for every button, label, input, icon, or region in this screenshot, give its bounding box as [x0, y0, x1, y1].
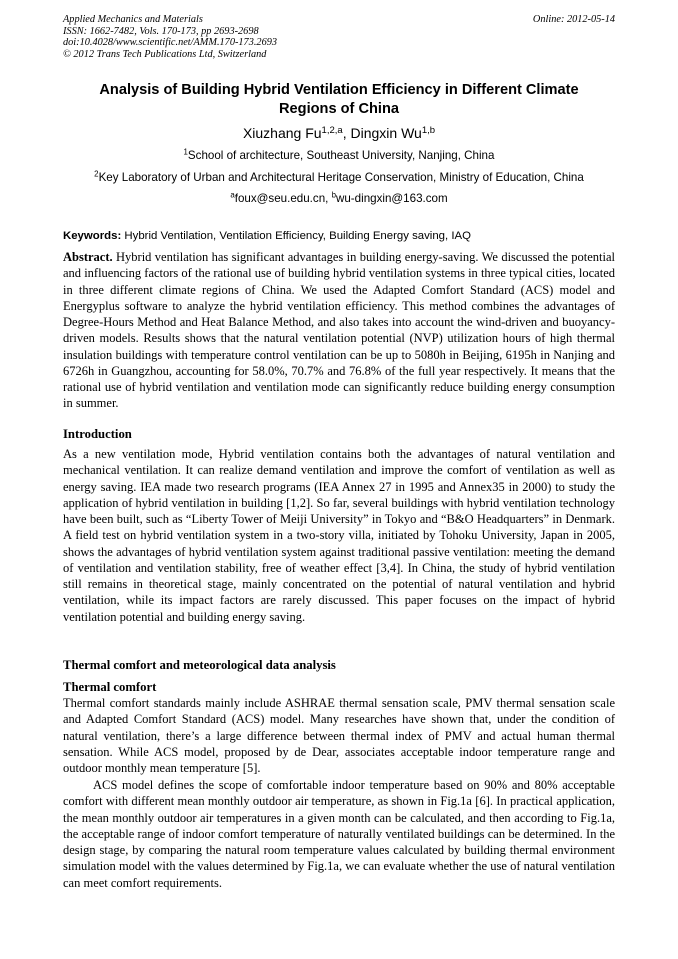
issn-line: ISSN: 1662-7482, Vols. 170-173, pp 2693-2698	[63, 25, 259, 37]
abstract-label: Abstract.	[63, 250, 113, 264]
email-address: wu-dingxin@163.com	[335, 192, 448, 205]
online-date: Online: 2012-05-14	[532, 14, 615, 25]
thermal-comfort-paragraph-1: Thermal comfort standards mainly include ASHRAE thermal sensation scale, PMV thermal sensation scale and Adapted Comfort Standard (ACS) model. Many researches have shown that, under the condition of natural ventilation, there’s a large difference between thermal index of PMV and actual human thermal sensation. While ACS model, proposed by de Dear, associates acceptable indoor temperature range and outdoor monthly mean temperature [5].	[63, 696, 615, 775]
journal-name: Applied Mechanics and Materials	[63, 14, 203, 25]
paper-title	[63, 81, 615, 118]
author-superscript: 1,b	[421, 124, 436, 136]
affiliation-text: Key Laboratory of Urban and Architectural Heritage Conservation, Ministry of Education, China	[98, 171, 584, 184]
abstract-text: Hybrid ventilation has significant advantages in building energy-saving. We discussed the potential and influencing factors of the rational use of building hybrid ventilation systems in three typical cities, located in three different climate regions of China. We used the Adapted Comfort Standard (ACS) model and Energyplus software to analyze the hybrid ventilation efficiency. This method combines the advantages of Degree-Hours Method and Heat Balance Method, and also takes into account the wind-driven and buoyancy-driven models. Results shows that the natural ventilation potential (NVP) utilization hours of high thermal insulation buildings with temperature control ventilation can be up to 5080h in Beijing, 6195h in Nanjing and 6726h in Guangzhou, accounting for 58.0%, 70.7% and 76.8% of the full year respectively. It means that the rational use of hybrid ventilation and ventilation mode can significantly reduce building energy consumption in summer.	[63, 250, 615, 411]
affiliation-marker: 2	[94, 169, 99, 179]
subsection-heading-thermal-comfort: Thermal comfort	[63, 680, 157, 694]
affiliation-2	[63, 171, 615, 185]
title-line-2: Regions of China	[279, 100, 399, 117]
section-heading-introduction: Introduction	[63, 427, 132, 441]
keywords-line	[63, 229, 615, 243]
doi-line: doi:10.4028/www.scientific.net/AMM.170-173.2693	[63, 37, 278, 49]
keywords-text: Hybrid Ventilation, Ventilation Efficiency, Building Energy saving, IAQ	[121, 230, 471, 242]
email-line	[63, 192, 615, 206]
journal-header	[63, 14, 615, 60]
email-address: foux@seu.edu.cn,	[234, 192, 332, 205]
author-name: Dingxin Wu	[350, 125, 422, 141]
introduction-paragraph: As a new ventilation mode, Hybrid ventilation contains both the advantages of natural ventilation and mechanical ventilation. It can realize demand ventilation and improve the comfort of ventilation as well as energy saving. IEA made two research programs (IEA Annex 27 in 1995 and Annex35 in 2000) to study the application of hybrid ventilation in building [1,2]. So far, several buildings with hybrid ventilation technology have been built, such as “Liberty Tower of Meiji University” in Tokyo and “B&O Headquarters” in Denmark. A field test on hybrid ventilation system in a two-story villa, initiated by Tohoku University, Japan in 2005, shows the advantages of hybrid ventilation system against traditional passive ventilation: meeting the demand of ventilation and ventilation stability, free of weather effect [3,4]. In China, the study of hybrid ventilation still remains in theoretical stage, mainly concentrated on the potential of natural ventilation and hybrid ventilation, while its impact factors are rarely discussed. This paper focuses on the impact of hybrid ventilation potential and building energy saving.	[63, 447, 615, 624]
title-line-1: Analysis of Building Hybrid Ventilation Efficiency in Different Climate	[99, 82, 579, 98]
author-superscript: 1,2,a	[321, 124, 343, 136]
affiliation-marker: 1	[183, 147, 188, 157]
thermal-comfort-paragraph-2: ACS model defines the scope of comfortable indoor temperature based on 90% and 80% acceptable comfort with different mean monthly outdoor air temperature, as shown in Fig.1a [6]. In practical application, the mean monthly outdoor air temperatures in a given month can be calculated, and then according to Fig.1a, the acceptable range of indoor comfort temperature of naturally ventilated buildings can be determined. In the design stage, by comparing the natural room temperature values calculated by building thermal environment simulation model with the values determined by Fig.1a, we can evaluate whether the use of natural ventilation can meet comfort requirements.	[63, 778, 615, 890]
abstract-paragraph	[63, 249, 615, 412]
email-marker: a	[230, 190, 235, 200]
author-separator: ,	[342, 125, 351, 141]
author-line	[63, 124, 615, 142]
section-heading-thermal-comfort-meteorological: Thermal comfort and meteorological data analysis	[63, 658, 336, 672]
affiliation-text: School of architecture, Southeast University, Nanjing, China	[187, 149, 495, 162]
email-marker: b	[331, 190, 336, 200]
keywords-label: Keywords:	[63, 230, 122, 242]
copyright-line: © 2012 Trans Tech Publications Ltd, Switzerland	[63, 48, 267, 60]
author-name: Xiuzhang Fu	[242, 125, 322, 141]
affiliation-1	[63, 149, 615, 163]
